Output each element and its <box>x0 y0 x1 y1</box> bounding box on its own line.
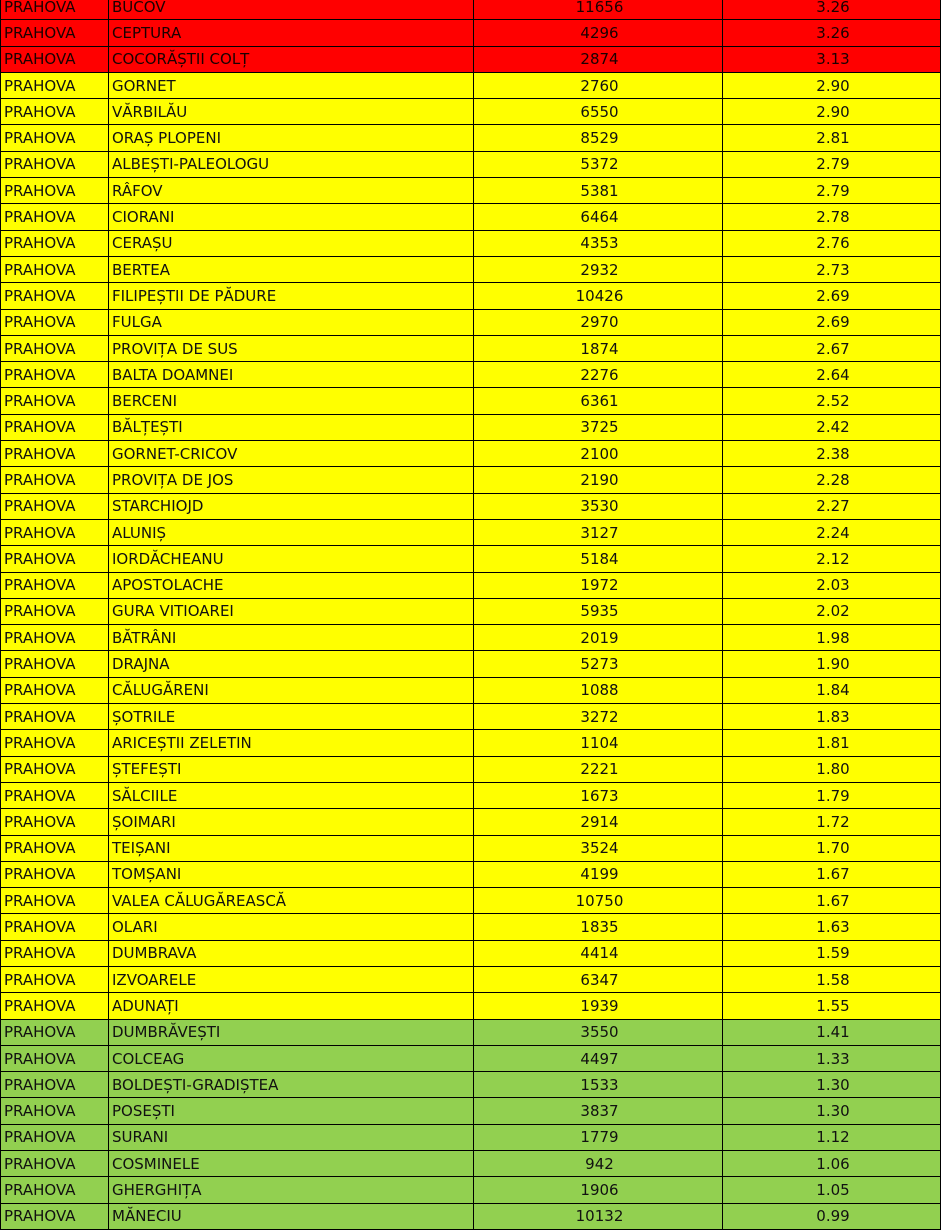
locality-cell[interactable]: PROVIȚA DE SUS <box>109 335 474 361</box>
rate-cell[interactable]: 1.67 <box>723 861 941 887</box>
table-row <box>1 46 941 72</box>
county-cell[interactable]: PRAHOVA <box>1 888 109 914</box>
rate-cell[interactable]: 2.42 <box>723 414 941 440</box>
rate-cell[interactable]: 1.55 <box>723 993 941 1019</box>
locality-cell[interactable]: BĂLȚEȘTI <box>109 414 474 440</box>
locality-cell[interactable]: ALBEȘTI-PALEOLOGU <box>109 151 474 177</box>
county-cell[interactable]: PRAHOVA <box>1 572 109 598</box>
locality-cell[interactable]: GHERGHIȚA <box>109 1177 474 1203</box>
population-cell[interactable]: 3550 <box>474 1019 723 1045</box>
locality-cell[interactable]: GORNET-CRICOV <box>109 441 474 467</box>
locality-cell[interactable]: CERAȘU <box>109 230 474 256</box>
locality-cell[interactable]: IZVOARELE <box>109 966 474 992</box>
county-cell[interactable]: PRAHOVA <box>1 441 109 467</box>
rate-cell[interactable]: 2.12 <box>723 546 941 572</box>
table-row <box>1 1045 941 1071</box>
rate-cell[interactable]: 2.24 <box>723 519 941 545</box>
rate-cell[interactable]: 1.05 <box>723 1177 941 1203</box>
locality-cell[interactable]: GORNET <box>109 72 474 98</box>
county-cell[interactable]: PRAHOVA <box>1 178 109 204</box>
county-cell[interactable]: PRAHOVA <box>1 1072 109 1098</box>
county-cell[interactable]: PRAHOVA <box>1 283 109 309</box>
locality-cell[interactable]: VĂRBILĂU <box>109 99 474 125</box>
county-cell[interactable]: PRAHOVA <box>1 204 109 230</box>
county-cell[interactable]: PRAHOVA <box>1 1203 109 1229</box>
rate-cell[interactable]: 2.90 <box>723 99 941 125</box>
table-row <box>1 388 941 414</box>
population-cell[interactable]: 3837 <box>474 1098 723 1124</box>
table-row <box>1 888 941 914</box>
table-row <box>1 809 941 835</box>
county-cell[interactable]: PRAHOVA <box>1 467 109 493</box>
county-cell[interactable]: PRAHOVA <box>1 125 109 151</box>
population-cell[interactable]: 10426 <box>474 283 723 309</box>
table-row <box>1 72 941 98</box>
rate-cell[interactable]: 2.69 <box>723 309 941 335</box>
table-row <box>1 362 941 388</box>
county-cell[interactable]: PRAHOVA <box>1 677 109 703</box>
population-cell[interactable]: 4497 <box>474 1045 723 1071</box>
locality-cell[interactable]: FULGA <box>109 309 474 335</box>
rate-cell[interactable]: 2.81 <box>723 125 941 151</box>
table-row <box>1 1019 941 1045</box>
rate-cell[interactable]: 2.38 <box>723 441 941 467</box>
rate-cell[interactable]: 3.13 <box>723 46 941 72</box>
table-row <box>1 677 941 703</box>
county-cell[interactable]: PRAHOVA <box>1 782 109 808</box>
table-row <box>1 99 941 125</box>
population-cell[interactable]: 8529 <box>474 125 723 151</box>
rate-cell[interactable]: 1.59 <box>723 940 941 966</box>
table-row <box>1 993 941 1019</box>
locality-cell[interactable]: DUMBRAVA <box>109 940 474 966</box>
county-cell[interactable]: PRAHOVA <box>1 651 109 677</box>
population-cell[interactable]: 4296 <box>474 20 723 46</box>
table-row <box>1 178 941 204</box>
rate-cell[interactable]: 1.63 <box>723 914 941 940</box>
rate-cell[interactable]: 2.79 <box>723 151 941 177</box>
table-row <box>1 940 941 966</box>
table-row <box>1 625 941 651</box>
locality-cell[interactable]: BOLDEȘTI-GRADIȘTEA <box>109 1072 474 1098</box>
rate-cell[interactable]: 2.03 <box>723 572 941 598</box>
population-cell[interactable]: 2019 <box>474 625 723 651</box>
rate-cell[interactable]: 2.52 <box>723 388 941 414</box>
table-row <box>1 309 941 335</box>
table-row <box>1 861 941 887</box>
table-row <box>1 914 941 940</box>
population-cell[interactable]: 1874 <box>474 335 723 361</box>
rate-cell[interactable]: 1.98 <box>723 625 941 651</box>
population-cell[interactable]: 1906 <box>474 1177 723 1203</box>
population-cell[interactable]: 2100 <box>474 441 723 467</box>
locality-cell[interactable]: BĂTRÂNI <box>109 625 474 651</box>
population-cell[interactable]: 11656 <box>474 0 723 20</box>
population-cell[interactable]: 1673 <box>474 782 723 808</box>
table-row <box>1 1151 941 1177</box>
population-cell[interactable]: 4353 <box>474 230 723 256</box>
table-row <box>1 414 941 440</box>
population-cell[interactable]: 5935 <box>474 598 723 624</box>
locality-cell[interactable]: ȘOTRILE <box>109 704 474 730</box>
county-cell[interactable]: PRAHOVA <box>1 335 109 361</box>
population-cell[interactable]: 2760 <box>474 72 723 98</box>
county-cell[interactable]: PRAHOVA <box>1 1098 109 1124</box>
rate-cell[interactable]: 1.84 <box>723 677 941 703</box>
county-cell[interactable]: PRAHOVA <box>1 704 109 730</box>
table-row <box>1 546 941 572</box>
locality-cell[interactable]: DRAJNA <box>109 651 474 677</box>
locality-cell[interactable]: CEPTURA <box>109 20 474 46</box>
rate-cell[interactable]: 1.33 <box>723 1045 941 1071</box>
locality-cell[interactable]: DUMBRĂVEȘTI <box>109 1019 474 1045</box>
table-row <box>1 335 941 361</box>
county-cell[interactable]: PRAHOVA <box>1 230 109 256</box>
table-row <box>1 0 941 20</box>
table-row <box>1 283 941 309</box>
county-cell[interactable]: PRAHOVA <box>1 151 109 177</box>
county-cell[interactable]: PRAHOVA <box>1 993 109 1019</box>
population-cell[interactable]: 2970 <box>474 309 723 335</box>
locality-cell[interactable]: BALTA DOAMNEI <box>109 362 474 388</box>
table-row <box>1 835 941 861</box>
rate-cell[interactable]: 1.30 <box>723 1072 941 1098</box>
population-cell[interactable]: 942 <box>474 1151 723 1177</box>
table-row <box>1 256 941 282</box>
population-cell[interactable]: 6550 <box>474 99 723 125</box>
population-cell[interactable]: 1972 <box>474 572 723 598</box>
table-row <box>1 756 941 782</box>
rate-cell[interactable]: 1.70 <box>723 835 941 861</box>
table-row <box>1 441 941 467</box>
population-cell[interactable]: 5273 <box>474 651 723 677</box>
county-cell[interactable]: PRAHOVA <box>1 0 109 20</box>
population-cell[interactable]: 5372 <box>474 151 723 177</box>
county-cell[interactable]: PRAHOVA <box>1 72 109 98</box>
table-row <box>1 1098 941 1124</box>
population-cell[interactable]: 1939 <box>474 993 723 1019</box>
rate-cell[interactable]: 2.73 <box>723 256 941 282</box>
population-cell[interactable]: 3272 <box>474 704 723 730</box>
locality-cell[interactable]: TEIȘANI <box>109 835 474 861</box>
county-cell[interactable]: PRAHOVA <box>1 20 109 46</box>
locality-cell[interactable]: COSMINELE <box>109 1151 474 1177</box>
population-cell[interactable]: 3524 <box>474 835 723 861</box>
locality-cell[interactable]: BERCENI <box>109 388 474 414</box>
locality-cell[interactable]: POSEȘTI <box>109 1098 474 1124</box>
county-cell[interactable]: PRAHOVA <box>1 493 109 519</box>
population-cell[interactable]: 6464 <box>474 204 723 230</box>
population-cell[interactable]: 5184 <box>474 546 723 572</box>
county-cell[interactable]: PRAHOVA <box>1 46 109 72</box>
table-row <box>1 20 941 46</box>
rate-cell[interactable]: 1.81 <box>723 730 941 756</box>
rate-cell[interactable]: 2.64 <box>723 362 941 388</box>
locality-cell[interactable]: SURANI <box>109 1124 474 1150</box>
county-cell[interactable]: PRAHOVA <box>1 625 109 651</box>
population-cell[interactable]: 3127 <box>474 519 723 545</box>
table-row <box>1 1203 941 1229</box>
population-cell[interactable]: 3725 <box>474 414 723 440</box>
population-cell[interactable]: 1104 <box>474 730 723 756</box>
rate-cell[interactable]: 2.90 <box>723 72 941 98</box>
county-cell[interactable]: PRAHOVA <box>1 362 109 388</box>
rate-cell[interactable]: 2.67 <box>723 335 941 361</box>
population-cell[interactable]: 6347 <box>474 966 723 992</box>
population-cell[interactable]: 1088 <box>474 677 723 703</box>
table-row <box>1 1072 941 1098</box>
population-cell[interactable]: 2914 <box>474 809 723 835</box>
locality-cell[interactable]: RÂFOV <box>109 178 474 204</box>
locality-cell[interactable]: ADUNAȚI <box>109 993 474 1019</box>
population-cell[interactable]: 3530 <box>474 493 723 519</box>
county-cell[interactable]: PRAHOVA <box>1 835 109 861</box>
locality-cell[interactable]: OLARI <box>109 914 474 940</box>
population-cell[interactable]: 5381 <box>474 178 723 204</box>
population-cell[interactable]: 2190 <box>474 467 723 493</box>
rate-cell[interactable]: 1.67 <box>723 888 941 914</box>
county-cell[interactable]: PRAHOVA <box>1 546 109 572</box>
locality-cell[interactable]: CIORANI <box>109 204 474 230</box>
table-row <box>1 966 941 992</box>
rate-cell[interactable]: 2.28 <box>723 467 941 493</box>
locality-cell[interactable]: STARCHIOJD <box>109 493 474 519</box>
population-cell[interactable]: 2874 <box>474 46 723 72</box>
locality-cell[interactable]: COCORĂȘTII COLȚ <box>109 46 474 72</box>
county-cell[interactable]: PRAHOVA <box>1 388 109 414</box>
population-cell[interactable]: 1533 <box>474 1072 723 1098</box>
county-cell[interactable]: PRAHOVA <box>1 1151 109 1177</box>
population-cell[interactable]: 2932 <box>474 256 723 282</box>
rate-cell[interactable]: 2.02 <box>723 598 941 624</box>
population-cell[interactable]: 10750 <box>474 888 723 914</box>
rate-cell[interactable]: 1.12 <box>723 1124 941 1150</box>
table-row <box>1 519 941 545</box>
population-cell[interactable]: 2221 <box>474 756 723 782</box>
county-cell[interactable]: PRAHOVA <box>1 861 109 887</box>
rate-cell[interactable]: 3.26 <box>723 0 941 20</box>
rate-cell[interactable]: 2.76 <box>723 230 941 256</box>
rate-cell[interactable]: 2.78 <box>723 204 941 230</box>
table-row <box>1 151 941 177</box>
table-row <box>1 782 941 808</box>
rate-cell[interactable]: 1.79 <box>723 782 941 808</box>
county-cell[interactable]: PRAHOVA <box>1 756 109 782</box>
population-cell[interactable]: 1779 <box>474 1124 723 1150</box>
county-cell[interactable]: PRAHOVA <box>1 940 109 966</box>
rate-cell[interactable]: 1.58 <box>723 966 941 992</box>
county-cell[interactable]: PRAHOVA <box>1 1045 109 1071</box>
population-cell[interactable]: 4199 <box>474 861 723 887</box>
table-row <box>1 493 941 519</box>
county-cell[interactable]: PRAHOVA <box>1 914 109 940</box>
locality-cell[interactable]: CĂLUGĂRENI <box>109 677 474 703</box>
table-row <box>1 651 941 677</box>
locality-cell[interactable]: GURA VITIOAREI <box>109 598 474 624</box>
locality-cell[interactable]: MĂNECIU <box>109 1203 474 1229</box>
locality-cell[interactable]: BERTEA <box>109 256 474 282</box>
locality-cell[interactable]: PROVIȚA DE JOS <box>109 467 474 493</box>
county-cell[interactable]: PRAHOVA <box>1 519 109 545</box>
county-cell[interactable]: PRAHOVA <box>1 99 109 125</box>
county-cell[interactable]: PRAHOVA <box>1 730 109 756</box>
county-cell[interactable]: PRAHOVA <box>1 809 109 835</box>
locality-cell[interactable]: SĂLCIILE <box>109 782 474 808</box>
county-cell[interactable]: PRAHOVA <box>1 1019 109 1045</box>
table-row <box>1 598 941 624</box>
locality-cell[interactable]: IORDĂCHEANU <box>109 546 474 572</box>
rate-cell[interactable]: 1.06 <box>723 1151 941 1177</box>
table-row <box>1 204 941 230</box>
rate-cell[interactable]: 2.79 <box>723 178 941 204</box>
locality-cell[interactable]: FILIPEȘTII DE PĂDURE <box>109 283 474 309</box>
county-cell[interactable]: PRAHOVA <box>1 598 109 624</box>
locality-cell[interactable]: APOSTOLACHE <box>109 572 474 598</box>
county-cell[interactable]: PRAHOVA <box>1 414 109 440</box>
county-cell[interactable]: PRAHOVA <box>1 256 109 282</box>
locality-cell[interactable]: ARICEȘTII ZELETIN <box>109 730 474 756</box>
table-row <box>1 230 941 256</box>
table-row <box>1 467 941 493</box>
rate-cell[interactable]: 0.99 <box>723 1203 941 1229</box>
table-row <box>1 125 941 151</box>
rate-cell[interactable]: 3.26 <box>723 20 941 46</box>
county-cell[interactable]: PRAHOVA <box>1 966 109 992</box>
locality-cell[interactable]: ALUNIȘ <box>109 519 474 545</box>
population-cell[interactable]: 6361 <box>474 388 723 414</box>
rate-cell[interactable]: 1.72 <box>723 809 941 835</box>
table-row <box>1 572 941 598</box>
rate-cell[interactable]: 1.30 <box>723 1098 941 1124</box>
population-cell[interactable]: 10132 <box>474 1203 723 1229</box>
locality-cell[interactable]: ORAȘ PLOPENI <box>109 125 474 151</box>
county-cell[interactable]: PRAHOVA <box>1 1177 109 1203</box>
locality-cell[interactable]: ȘTEFEȘTI <box>109 756 474 782</box>
county-cell[interactable]: PRAHOVA <box>1 1124 109 1150</box>
table-row <box>1 1124 941 1150</box>
rate-cell[interactable]: 1.41 <box>723 1019 941 1045</box>
population-cell[interactable]: 2276 <box>474 362 723 388</box>
locality-cell[interactable]: VALEA CĂLUGĂREASCĂ <box>109 888 474 914</box>
rate-cell[interactable]: 1.83 <box>723 704 941 730</box>
locality-cell[interactable]: COLCEAG <box>109 1045 474 1071</box>
table-row <box>1 704 941 730</box>
table-body <box>1 0 941 1229</box>
locality-cell[interactable]: TOMȘANI <box>109 861 474 887</box>
population-cell[interactable]: 4414 <box>474 940 723 966</box>
rate-cell[interactable]: 2.69 <box>723 283 941 309</box>
table-row <box>1 730 941 756</box>
locality-cell[interactable]: BUCOV <box>109 0 474 20</box>
county-cell[interactable]: PRAHOVA <box>1 309 109 335</box>
rate-cell[interactable]: 2.27 <box>723 493 941 519</box>
population-cell[interactable]: 1835 <box>474 914 723 940</box>
rate-cell[interactable]: 1.80 <box>723 756 941 782</box>
locality-cell[interactable]: ȘOIMARI <box>109 809 474 835</box>
rate-cell[interactable]: 1.90 <box>723 651 941 677</box>
table-row <box>1 1177 941 1203</box>
